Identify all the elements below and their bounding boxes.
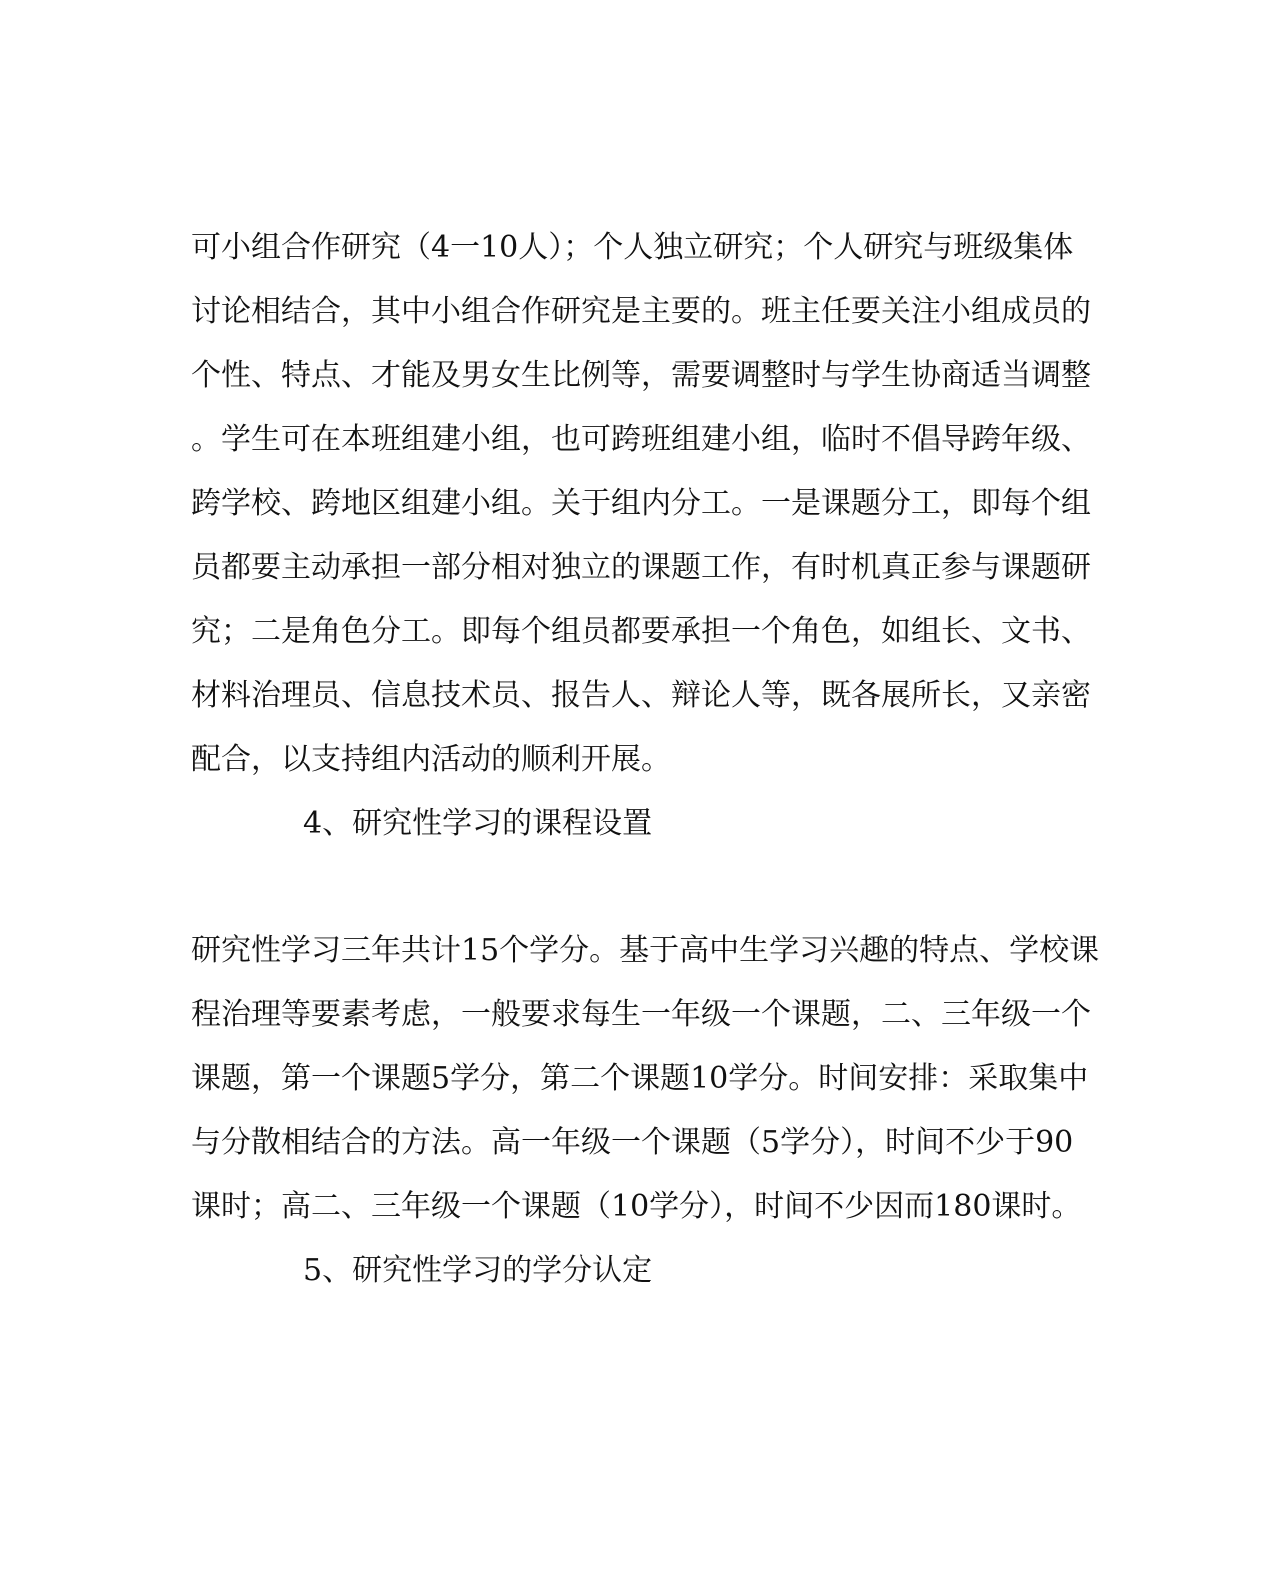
paragraph-line: 。学生可在本班组建小组，也可跨班组建小组，临时不倡导跨年级、 <box>191 422 1091 457</box>
paragraph-line: 究；二是角色分工。即每个组员都要承担一个角色，如组长、文书、 <box>191 614 1091 649</box>
paragraph-line: 跨学校、跨地区组建小组。关于组内分工。一是课题分工，即每个组 <box>191 486 1091 521</box>
paragraph-line: 配合，以支持组内活动的顺利开展。 <box>191 742 671 777</box>
paragraph-line: 员都要主动承担一部分相对独立的课题工作，有时机真正参与课题研 <box>191 550 1091 585</box>
paragraph-line: 研究性学习三年共计15个学分。基于高中生学习兴趣的特点、学校课 <box>191 933 1100 968</box>
paragraph-line: 与分散相结合的方法。高一年级一个课题（5学分），时间不少于90 <box>191 1125 1074 1160</box>
paragraph-line: 课题，第一个课题5学分，第二个课题10学分。时间安排：采取集中 <box>191 1061 1089 1096</box>
paragraph-line: 个性、特点、才能及男女生比例等，需要调整时与学生协商适当调整 <box>191 358 1091 393</box>
paragraph-line: 程治理等要素考虑，一般要求每生一年级一个课题，二、三年级一个 <box>191 997 1091 1032</box>
paragraph-line: 课时；高二、三年级一个课题（10学分），时间不少因而180课时。 <box>191 1189 1082 1224</box>
section-heading-5: 5、研究性学习的学分认定 <box>303 1253 653 1288</box>
paragraph-line: 材料治理员、信息技术员、报告人、辩论人等，既各展所长，又亲密 <box>191 678 1091 713</box>
paragraph-line: 讨论相结合，其中小组合作研究是主要的。班主任要关注小组成员的 <box>191 294 1091 329</box>
paragraph-line: 可小组合作研究（4一10人）；个人独立研究；个人研究与班级集体 <box>191 230 1074 265</box>
section-heading-4: 4、研究性学习的课程设置 <box>303 806 653 841</box>
